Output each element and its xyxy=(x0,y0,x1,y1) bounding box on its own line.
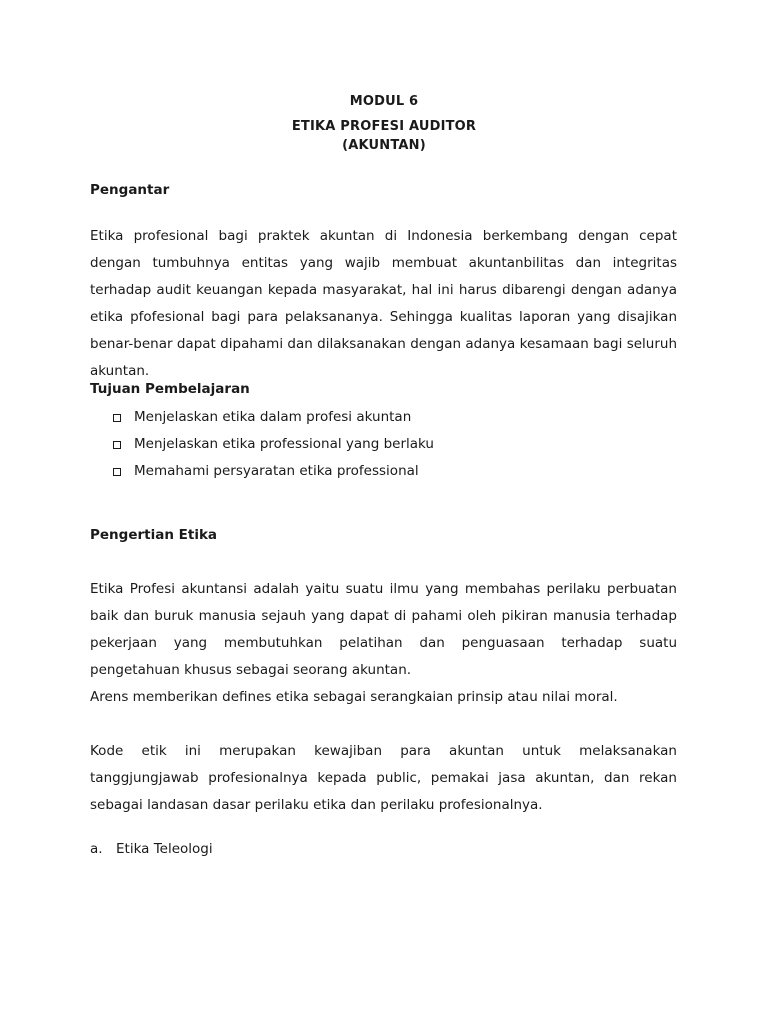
subsection-marker: a. xyxy=(90,841,103,857)
document-subtitle: (AKUNTAN) xyxy=(342,138,426,153)
arens-definition: Arens memberikan defines etika sebagai serangkaian prinsip atau nilai moral. xyxy=(90,689,618,705)
square-bullet-icon xyxy=(113,414,121,422)
list-item xyxy=(113,431,434,458)
list-item xyxy=(113,458,434,485)
subsection-label: Etika Teleologi xyxy=(116,841,213,857)
subsection-item xyxy=(90,841,213,857)
objectives-list xyxy=(113,404,434,485)
definition-heading: Pengertian Etika xyxy=(90,527,218,543)
objectives-heading: Tujuan Pembelajaran xyxy=(90,381,250,397)
document-title: ETIKA PROFESI AUDITOR xyxy=(291,119,477,134)
intro-heading: Pengantar xyxy=(90,182,170,198)
list-item-text: Memahami persyaratan etika professional xyxy=(134,463,419,479)
list-item-text: Menjelaskan etika dalam profesi akuntan xyxy=(134,409,412,425)
square-bullet-icon xyxy=(113,468,121,476)
definition-paragraph: Etika Profesi akuntansi adalah yaitu suatu ilmu yang membahas perilaku perbuatan baik dan buruk manusia sejauh yang dapat di pahami oleh pikiran manusia terhadap pekerjaan yang membutuhkan pelatihan dan penguasaan terhadap suatu pengetahuan khusus sebagai seorang akuntan. xyxy=(90,581,677,678)
square-bullet-icon xyxy=(113,441,121,449)
code-of-ethics-paragraph: Kode etik ini merupakan kewajiban para akuntan untuk melaksanakan tanggjungjawab profesionalnya kepada public, pemakai jasa akuntan, dan rekan sebagai landasan dasar perilaku etika dan perilaku profesionalnya. xyxy=(90,743,677,813)
list-item xyxy=(113,404,434,431)
intro-paragraph: Etika profesional bagi praktek akuntan di Indonesia berkembang dengan cepat dengan tumbuhnya entitas yang wajib membuat akuntanbilitas dan integritas terhadap audit keuangan kepada masyarakat, hal ini harus dibarengi dengan adanya etika pfofesional bagi para pelaksananya. Sehingga kualitas laporan yang disajikan benar-benar dapat dipahami dan dilaksanakan dengan adanya kesamaan bagi seluruh akuntan. xyxy=(90,228,677,379)
module-number: MODUL 6 xyxy=(349,94,419,109)
list-item-text: Menjelaskan etika professional yang berlaku xyxy=(134,436,434,452)
